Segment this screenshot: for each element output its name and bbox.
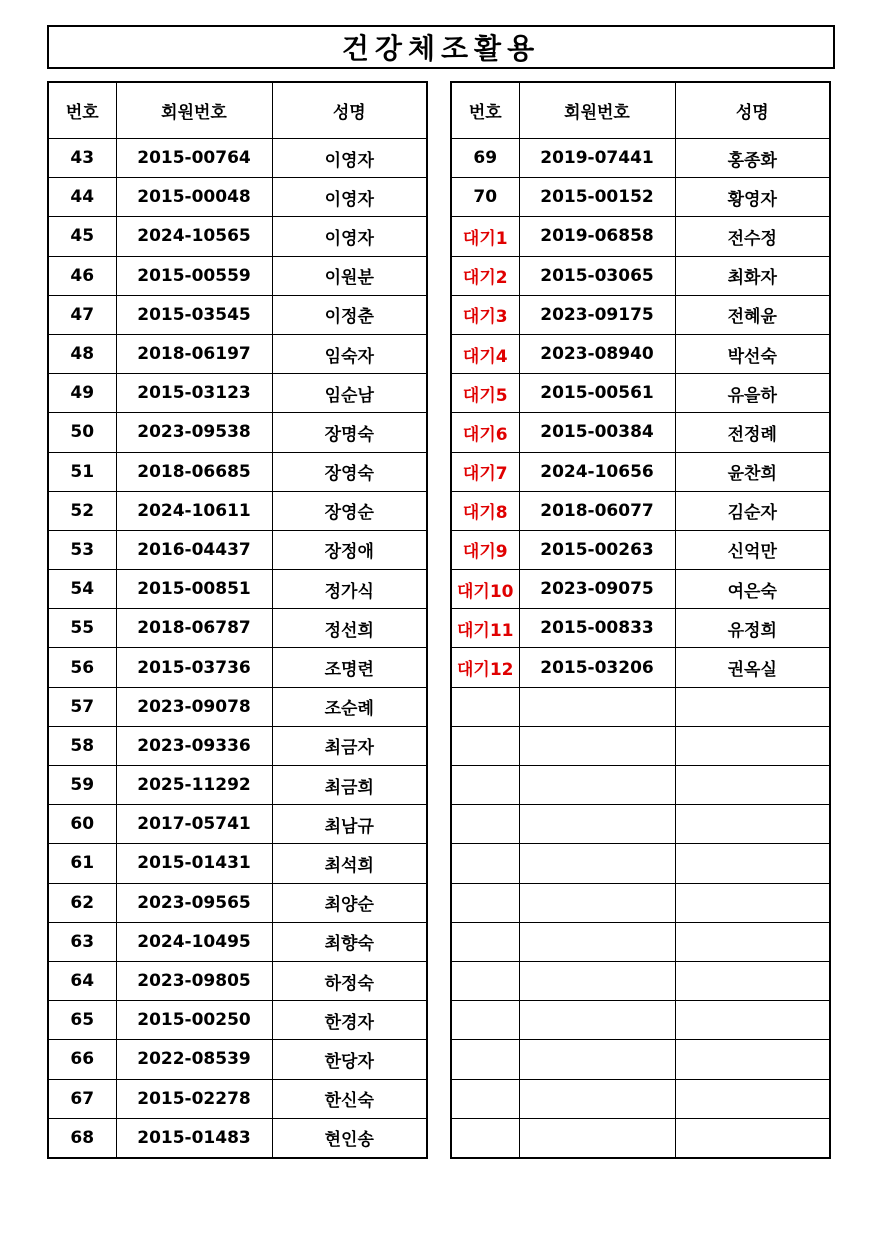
cell-member-no: 2023-09078: [116, 687, 272, 726]
cell-number: 70: [451, 178, 519, 217]
cell-number: 대기6: [451, 413, 519, 452]
cell-name: 조순례: [272, 687, 427, 726]
table-row: [451, 805, 830, 844]
table-row: [48, 1118, 427, 1158]
cell-number: [451, 922, 519, 961]
header-name: 성명: [675, 82, 830, 139]
cell-member-no: 2025-11292: [116, 766, 272, 805]
table-row: [48, 1001, 427, 1040]
cell-member-no: [519, 766, 675, 805]
cell-name: 황영자: [675, 178, 830, 217]
cell-number: 대기12: [451, 648, 519, 687]
cell-name: 신억만: [675, 530, 830, 569]
cell-member-no: 2016-04437: [116, 530, 272, 569]
cell-member-no: 2024-10656: [519, 452, 675, 491]
cell-number: 대기5: [451, 374, 519, 413]
cell-number: 66: [48, 1040, 116, 1079]
table-row: [451, 961, 830, 1000]
cell-name: [675, 883, 830, 922]
cell-name: 장명숙: [272, 413, 427, 452]
cell-number: 46: [48, 256, 116, 295]
cell-name: 여은숙: [675, 570, 830, 609]
cell-member-no: [519, 844, 675, 883]
cell-member-no: 2015-03736: [116, 648, 272, 687]
table-row: [451, 844, 830, 883]
cell-number: 대기2: [451, 256, 519, 295]
cell-number: [451, 1040, 519, 1079]
cell-name: 윤찬희: [675, 452, 830, 491]
roster-table-right: [450, 81, 831, 1159]
table-row: [48, 570, 427, 609]
table-row: [48, 805, 427, 844]
table-row: [48, 648, 427, 687]
cell-number: 58: [48, 726, 116, 765]
table-row: [48, 452, 427, 491]
cell-name: 전혜윤: [675, 295, 830, 334]
cell-member-no: 2015-00048: [116, 178, 272, 217]
cell-member-no: 2023-09538: [116, 413, 272, 452]
cell-member-no: 2023-09336: [116, 726, 272, 765]
cell-number: 61: [48, 844, 116, 883]
cell-number: 63: [48, 922, 116, 961]
table-row: [451, 256, 830, 295]
cell-name: 최양순: [272, 883, 427, 922]
cell-number: 62: [48, 883, 116, 922]
cell-member-no: 2018-06197: [116, 334, 272, 373]
cell-name: 김순자: [675, 491, 830, 530]
cell-name: 하정숙: [272, 961, 427, 1000]
table-row: [451, 570, 830, 609]
table-row: [451, 726, 830, 765]
cell-number: 50: [48, 413, 116, 452]
cell-number: 대기4: [451, 334, 519, 373]
cell-member-no: 2022-08539: [116, 1040, 272, 1079]
cell-name: [675, 1001, 830, 1040]
cell-member-no: 2015-03065: [519, 256, 675, 295]
cell-member-no: 2015-00263: [519, 530, 675, 569]
table-row: [451, 374, 830, 413]
table-row: [451, 687, 830, 726]
table-row: [48, 922, 427, 961]
roster-table-left: [47, 81, 428, 1159]
cell-member-no: [519, 687, 675, 726]
cell-name: [675, 726, 830, 765]
table-row: [48, 726, 427, 765]
table-row: [451, 609, 830, 648]
table-row: [48, 883, 427, 922]
cell-name: 장영순: [272, 491, 427, 530]
cell-name: 최금자: [272, 726, 427, 765]
cell-member-no: [519, 1079, 675, 1118]
cell-name: 홍종화: [675, 139, 830, 178]
cell-member-no: 2018-06077: [519, 491, 675, 530]
cell-member-no: 2024-10611: [116, 491, 272, 530]
cell-member-no: 2015-03545: [116, 295, 272, 334]
table-row: [48, 609, 427, 648]
cell-number: 69: [451, 139, 519, 178]
header-number: 번호: [48, 82, 116, 139]
cell-number: [451, 1118, 519, 1158]
cell-number: 43: [48, 139, 116, 178]
table-row: [451, 922, 830, 961]
cell-member-no: 2024-10495: [116, 922, 272, 961]
roster-body-right: [451, 139, 830, 1158]
cell-name: 최금희: [272, 766, 427, 805]
table-row: [451, 648, 830, 687]
cell-member-no: 2018-06787: [116, 609, 272, 648]
cell-number: 47: [48, 295, 116, 334]
cell-name: [675, 766, 830, 805]
cell-number: 53: [48, 530, 116, 569]
cell-name: 권옥실: [675, 648, 830, 687]
page-title: 건강체조활용: [47, 25, 835, 69]
table-row: [48, 413, 427, 452]
table-row: [451, 766, 830, 805]
cell-name: [675, 922, 830, 961]
cell-number: 54: [48, 570, 116, 609]
header-name: 성명: [272, 82, 427, 139]
cell-number: [451, 844, 519, 883]
table-row: [48, 1040, 427, 1079]
cell-name: 현인송: [272, 1118, 427, 1158]
table-row: [451, 1001, 830, 1040]
cell-name: 이영자: [272, 217, 427, 256]
header-member-no: 회원번호: [519, 82, 675, 139]
cell-number: 67: [48, 1079, 116, 1118]
cell-name: 정선희: [272, 609, 427, 648]
cell-number: 대기10: [451, 570, 519, 609]
cell-name: [675, 687, 830, 726]
cell-member-no: 2015-00152: [519, 178, 675, 217]
cell-number: 대기8: [451, 491, 519, 530]
cell-name: 전수정: [675, 217, 830, 256]
cell-name: 임순남: [272, 374, 427, 413]
header-number: 번호: [451, 82, 519, 139]
table-row: [451, 334, 830, 373]
cell-member-no: [519, 726, 675, 765]
table-row: [48, 491, 427, 530]
table-row: [451, 1040, 830, 1079]
cell-name: 장영숙: [272, 452, 427, 491]
cell-number: [451, 805, 519, 844]
cell-number: [451, 961, 519, 1000]
cell-name: [675, 805, 830, 844]
cell-member-no: [519, 805, 675, 844]
cell-name: [675, 1079, 830, 1118]
cell-name: 유을하: [675, 374, 830, 413]
cell-number: 51: [48, 452, 116, 491]
header-member-no: 회원번호: [116, 82, 272, 139]
cell-number: [451, 687, 519, 726]
cell-member-no: 2018-06685: [116, 452, 272, 491]
table-row: [451, 217, 830, 256]
cell-member-no: 2015-03123: [116, 374, 272, 413]
cell-name: 최화자: [675, 256, 830, 295]
table-row: [48, 961, 427, 1000]
cell-number: 44: [48, 178, 116, 217]
table-row: [48, 295, 427, 334]
cell-number: 60: [48, 805, 116, 844]
cell-number: 59: [48, 766, 116, 805]
cell-name: 임숙자: [272, 334, 427, 373]
cell-member-no: [519, 1118, 675, 1158]
cell-name: 조명련: [272, 648, 427, 687]
table-row: [451, 139, 830, 178]
cell-number: 48: [48, 334, 116, 373]
cell-number: 68: [48, 1118, 116, 1158]
cell-name: [675, 1118, 830, 1158]
cell-name: 박선숙: [675, 334, 830, 373]
cell-member-no: 2023-09805: [116, 961, 272, 1000]
cell-name: 최석희: [272, 844, 427, 883]
table-row: [48, 844, 427, 883]
cell-name: 한당자: [272, 1040, 427, 1079]
cell-name: [675, 844, 830, 883]
cell-number: 대기11: [451, 609, 519, 648]
cell-member-no: 2019-06858: [519, 217, 675, 256]
table-header-row: [451, 82, 830, 139]
cell-name: 최남규: [272, 805, 427, 844]
cell-number: 57: [48, 687, 116, 726]
cell-number: 55: [48, 609, 116, 648]
table-row: [451, 452, 830, 491]
table-row: [451, 530, 830, 569]
cell-member-no: 2019-07441: [519, 139, 675, 178]
table-row: [48, 530, 427, 569]
cell-number: [451, 726, 519, 765]
cell-member-no: 2017-05741: [116, 805, 272, 844]
table-row: [48, 217, 427, 256]
cell-name: 최향숙: [272, 922, 427, 961]
cell-member-no: 2023-09565: [116, 883, 272, 922]
cell-member-no: 2015-00851: [116, 570, 272, 609]
cell-member-no: 2015-01483: [116, 1118, 272, 1158]
cell-member-no: 2015-00561: [519, 374, 675, 413]
cell-member-no: 2015-00764: [116, 139, 272, 178]
cell-member-no: 2015-00384: [519, 413, 675, 452]
cell-member-no: 2015-01431: [116, 844, 272, 883]
cell-member-no: [519, 883, 675, 922]
table-row: [451, 1118, 830, 1158]
cell-number: 64: [48, 961, 116, 1000]
table-row: [48, 374, 427, 413]
cell-number: 45: [48, 217, 116, 256]
table-row: [451, 413, 830, 452]
cell-name: 전정례: [675, 413, 830, 452]
cell-number: 49: [48, 374, 116, 413]
cell-name: 이원분: [272, 256, 427, 295]
cell-member-no: [519, 961, 675, 1000]
cell-member-no: 2023-09175: [519, 295, 675, 334]
cell-number: [451, 883, 519, 922]
roster-body-left: [48, 139, 427, 1158]
table-row: [451, 178, 830, 217]
table-row: [48, 139, 427, 178]
table-row: [451, 295, 830, 334]
cell-name: 장정애: [272, 530, 427, 569]
table-row: [48, 178, 427, 217]
table-row: [48, 256, 427, 295]
table-row: [48, 334, 427, 373]
cell-member-no: 2024-10565: [116, 217, 272, 256]
cell-number: [451, 766, 519, 805]
table-row: [451, 491, 830, 530]
cell-name: 한신숙: [272, 1079, 427, 1118]
cell-number: [451, 1001, 519, 1040]
cell-member-no: 2023-09075: [519, 570, 675, 609]
table-row: [48, 687, 427, 726]
cell-number: 56: [48, 648, 116, 687]
cell-name: 유정희: [675, 609, 830, 648]
cell-member-no: 2015-00559: [116, 256, 272, 295]
cell-member-no: 2015-02278: [116, 1079, 272, 1118]
cell-number: 대기3: [451, 295, 519, 334]
cell-member-no: 2015-00250: [116, 1001, 272, 1040]
cell-name: 이정춘: [272, 295, 427, 334]
cell-member-no: [519, 922, 675, 961]
cell-member-no: [519, 1040, 675, 1079]
table-row: [48, 1079, 427, 1118]
cell-member-no: 2023-08940: [519, 334, 675, 373]
table-row: [451, 1079, 830, 1118]
cell-name: 이영자: [272, 139, 427, 178]
cell-member-no: 2015-00833: [519, 609, 675, 648]
cell-name: [675, 1040, 830, 1079]
table-header-row: [48, 82, 427, 139]
table-row: [48, 766, 427, 805]
cell-name: [675, 961, 830, 1000]
cell-member-no: [519, 1001, 675, 1040]
cell-name: 한경자: [272, 1001, 427, 1040]
cell-number: 대기7: [451, 452, 519, 491]
cell-number: 65: [48, 1001, 116, 1040]
cell-number: 대기1: [451, 217, 519, 256]
cell-name: 이영자: [272, 178, 427, 217]
cell-number: 대기9: [451, 530, 519, 569]
cell-number: 52: [48, 491, 116, 530]
cell-name: 정가식: [272, 570, 427, 609]
table-row: [451, 883, 830, 922]
cell-number: [451, 1079, 519, 1118]
cell-member-no: 2015-03206: [519, 648, 675, 687]
